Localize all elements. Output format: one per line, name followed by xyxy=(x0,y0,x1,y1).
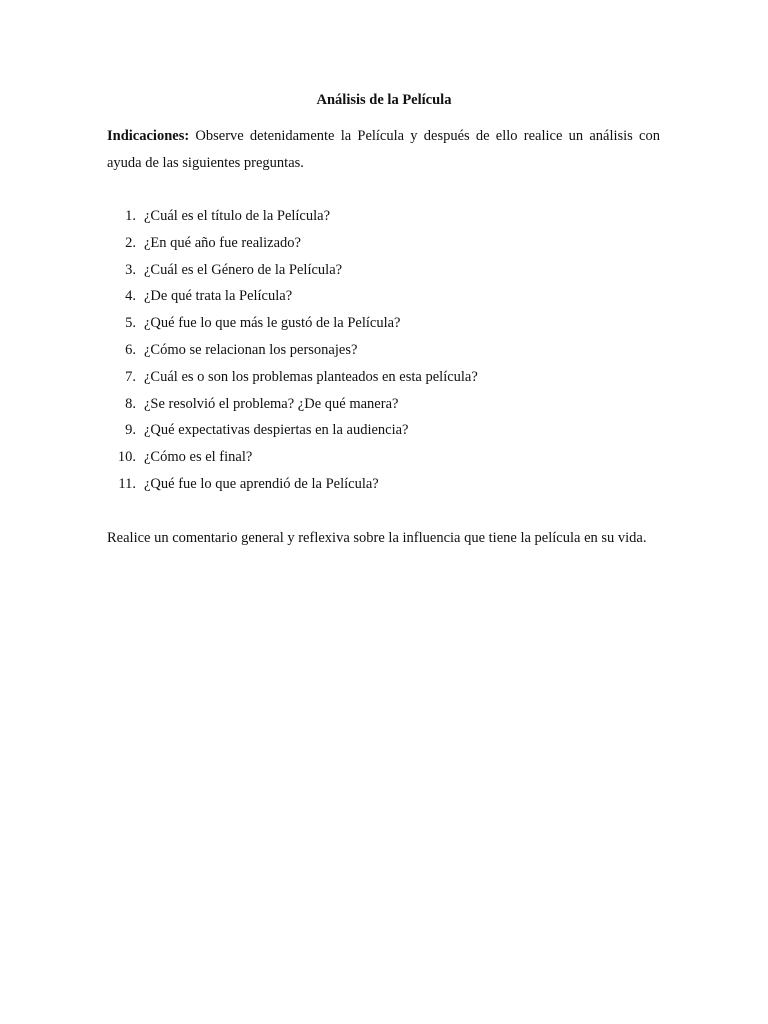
question-text: ¿Qué expectativas despiertas en la audiencia? xyxy=(144,422,409,439)
question-item xyxy=(107,367,667,394)
question-text: ¿Cuál es el título de la Película? xyxy=(144,208,331,224)
question-number: 10. xyxy=(117,449,136,466)
question-text: ¿Cuál es o son los problemas planteados en esta película? xyxy=(144,368,478,385)
question-text: ¿Qué fue lo que aprendió de la Película? xyxy=(144,475,379,492)
question-item xyxy=(107,420,667,447)
question-item xyxy=(107,206,667,233)
instructions-paragraph xyxy=(107,123,660,177)
question-item xyxy=(107,313,667,340)
instructions-text: Observe detenidamente la Película y después de ello realice un análisis con ayuda de las siguientes preguntas. xyxy=(107,128,660,171)
question-number: 1. xyxy=(125,208,136,224)
questions-list xyxy=(107,206,667,501)
question-item xyxy=(107,340,667,367)
question-text: ¿Se resolvió el problema? ¿De qué manera? xyxy=(144,395,399,412)
question-item xyxy=(107,394,667,421)
question-item xyxy=(107,474,667,501)
question-number: 5. xyxy=(125,315,136,332)
question-number: 7. xyxy=(125,368,136,385)
question-text: ¿De qué trata la Película? xyxy=(144,288,293,305)
document-title: Análisis de la Película xyxy=(316,92,452,108)
question-number: 3. xyxy=(125,261,136,278)
question-item xyxy=(107,260,667,287)
question-text: ¿Cómo es el final? xyxy=(144,449,253,466)
question-item xyxy=(107,447,667,474)
question-number: 9. xyxy=(125,422,136,439)
question-text: ¿Cuál es el Género de la Película? xyxy=(144,261,343,278)
question-number: 8. xyxy=(125,395,136,412)
question-number: 6. xyxy=(125,341,136,358)
closing-paragraph: Realice un comentario general y reflexiva sobre la influencia que tiene la película en su vida. xyxy=(107,530,647,546)
question-number: 11. xyxy=(118,475,136,492)
question-number: 2. xyxy=(125,234,136,251)
question-item xyxy=(107,286,667,313)
question-text: ¿Qué fue lo que más le gustó de la Película? xyxy=(144,315,401,332)
instructions-label: Indicaciones: xyxy=(107,128,190,144)
question-text: ¿Cómo se relacionan los personajes? xyxy=(144,341,358,358)
question-number: 4. xyxy=(125,288,136,305)
question-item xyxy=(107,233,667,260)
question-text: ¿En qué año fue realizado? xyxy=(144,234,301,251)
